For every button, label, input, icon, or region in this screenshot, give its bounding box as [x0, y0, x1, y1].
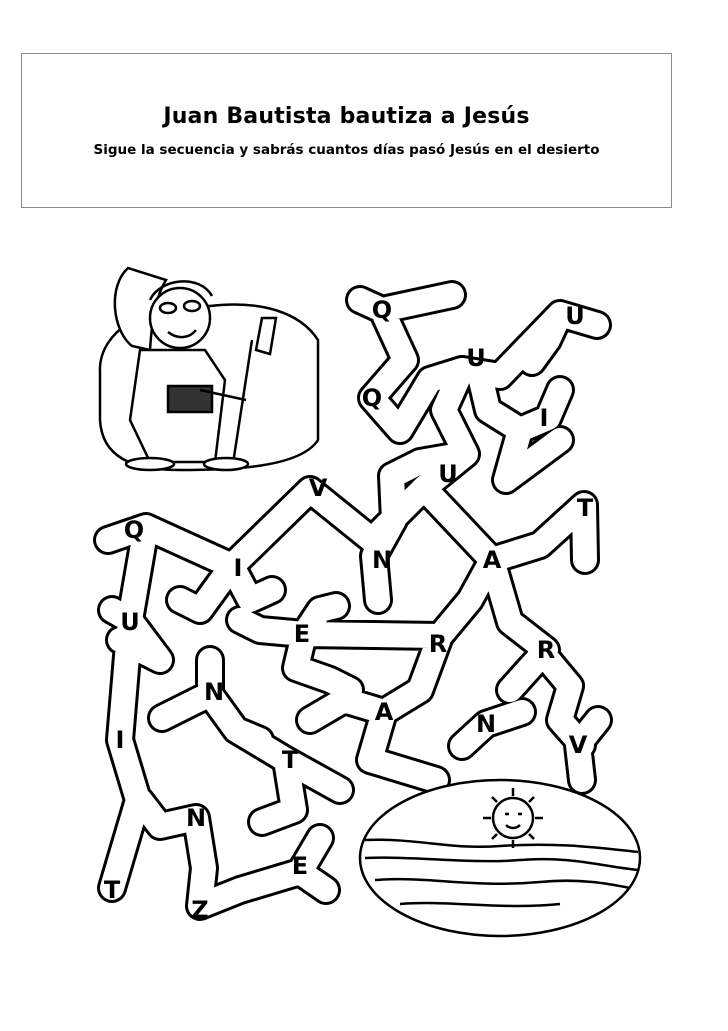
maze-letter: E	[291, 852, 309, 880]
page-title: Juan Bautista bautiza a Jesús	[163, 104, 530, 129]
maze-letter: U	[438, 460, 458, 488]
john-baptist-illustration	[100, 268, 318, 470]
maze-letter: N	[371, 546, 393, 574]
maze-letter: R	[428, 630, 448, 658]
maze-letter: I	[233, 554, 243, 582]
maze-letter: V	[568, 731, 588, 759]
maze-letter: E	[293, 620, 311, 648]
maze-letter: A	[374, 698, 394, 726]
maze-letter: R	[536, 636, 556, 664]
maze-letter: Q	[123, 516, 145, 544]
maze-letter: Q	[361, 384, 383, 412]
maze-letter: Z	[191, 896, 209, 924]
maze-letter: T	[576, 494, 594, 522]
maze-letter: U	[466, 344, 486, 372]
maze-letter: Q	[371, 296, 393, 324]
desert-scene	[360, 780, 640, 936]
maze-letter: U	[565, 302, 585, 330]
maze-letter: U	[120, 608, 140, 636]
maze-letter: T	[103, 876, 121, 904]
maze-letter: N	[185, 804, 207, 832]
maze-letter: A	[482, 546, 502, 574]
maze-letter: I	[539, 404, 549, 432]
maze-letter: T	[281, 746, 299, 774]
maze-letter: I	[115, 726, 125, 754]
maze-letter: N	[203, 678, 225, 706]
maze-letter: N	[475, 710, 497, 738]
page-subtitle: Sigue la secuencia y sabrás cuantos días pasó Jesús en el desierto	[93, 142, 600, 158]
maze-letter: V	[308, 474, 328, 502]
